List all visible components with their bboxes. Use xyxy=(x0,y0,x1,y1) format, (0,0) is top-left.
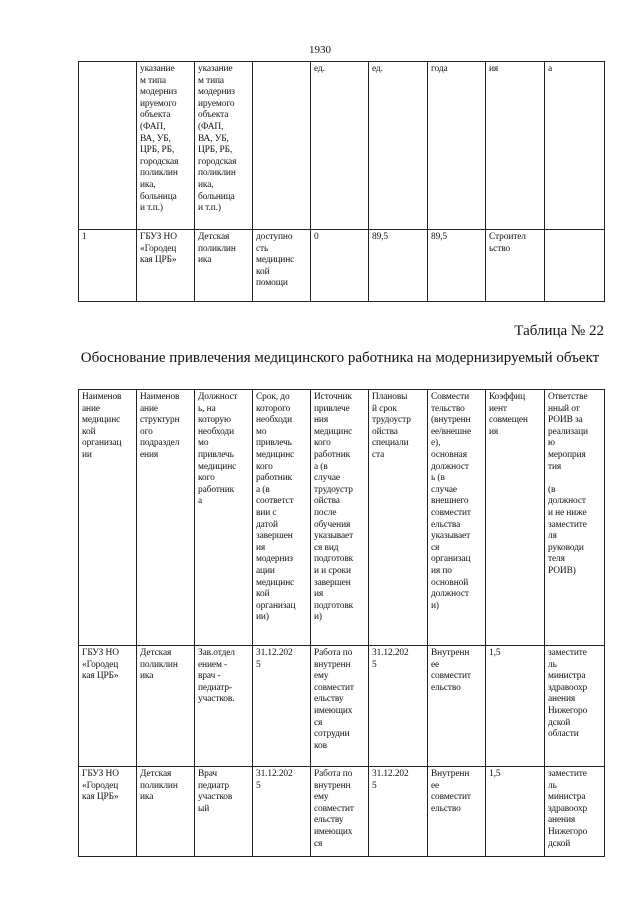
column-header: Должност ь, на которую необходи мо привлечь медицинс кого работник а xyxy=(198,392,238,507)
column-header: Ответстве нный от РОИВ за реализаци ю мероприя тия (в должност и не ниже заместите ля руководи теля РОИВ) xyxy=(548,392,588,576)
table-cell: года xyxy=(431,64,448,74)
column-header: Источник привлече ния медицинс кого работник а (в случае трудоустр ойства после обучения указывает ся вид подготовк и и сроки завершен ия подготовк и) xyxy=(314,392,354,623)
table-cell: 31.12.202 5 xyxy=(372,769,409,791)
table-cell: 1,5 xyxy=(489,769,501,779)
column-header: Совмести тельство (внутренн ее/внешне е), основная должност ь (в случае внешнего совместит ельства указывает ся организац ия по основной должност и) xyxy=(431,392,472,611)
table-cell: ГБУЗ НО «Городец кая ЦРБ» xyxy=(82,769,119,803)
table-cell: ия xyxy=(489,64,499,74)
table-cell: ГБУЗ НО «Городец кая ЦРБ» xyxy=(140,232,177,266)
table-cell: Врач педиатр участков ый xyxy=(198,769,233,814)
staff-recruitment-table xyxy=(78,389,605,857)
table-cell: 31.12.202 5 xyxy=(256,769,293,791)
program-table-continuation xyxy=(78,61,605,302)
table-cell: 31.12.202 5 xyxy=(372,648,409,670)
column-header: Наименов ание медицинс кой организац ии xyxy=(82,392,122,460)
table-cell: указание м типа модерниз ируемого объекта (ФАП, ВА, УБ, ЦРБ, РБ, городская поликлин ика, больница и т.п.) xyxy=(140,64,179,214)
page-number: 1930 xyxy=(309,44,331,56)
table-number: Таблица № 22 xyxy=(514,323,604,339)
column-header: Наименов ание структурн ого подраздел ения xyxy=(140,392,180,460)
table-title: Обоснование привлечения медицинского работника на модернизируемый объект xyxy=(80,350,600,366)
table-cell: 31.12.202 5 xyxy=(256,648,293,670)
table-row xyxy=(79,767,605,857)
table-cell: 1 xyxy=(82,232,87,242)
table-cell: Работа по внутренн ему совместит ельству имеющих ся сотрудни ков xyxy=(314,648,354,751)
table-cell: Внутренн ее совместит ельство xyxy=(431,648,471,693)
table-cell: указание м типа модерниз ируемого объекта (ФАП, ВА, УБ, ЦРБ, РБ, городская поликлин ика, больница и т.п.) xyxy=(198,64,237,214)
table-header-row xyxy=(79,390,605,646)
table-row xyxy=(79,646,605,767)
table-cell: Детская поликлин ика xyxy=(198,232,236,266)
table-cell: 1,5 xyxy=(489,648,501,658)
column-header: Плановы й срок трудоустр ойства специали ста xyxy=(372,392,411,460)
table-cell: заместите ль министра здравоохр анения Нижегоро дской xyxy=(548,769,588,849)
table-cell: доступно сть медицинс кой помощи xyxy=(256,232,295,289)
table-cell: Строител ьство xyxy=(489,232,526,254)
table-cell: 89,5 xyxy=(372,232,389,242)
table-cell: ед. xyxy=(314,64,325,74)
table-cell: Детская поликлин ика xyxy=(140,769,178,803)
table-cell: Зав.отдел ением - врач - педиатр- участков. xyxy=(198,648,235,705)
table-cell: заместите ль министра здравоохр анения Нижегоро дской области xyxy=(548,648,588,740)
table-cell: а xyxy=(548,64,553,74)
table-cell: ед. xyxy=(372,64,383,74)
table-cell: Внутренн ее совместит ельство xyxy=(431,769,471,814)
table-row xyxy=(79,230,605,302)
column-header: Срок, до которого необходи мо привлечь медицинс кого работник а (в соответст вии с датой завершен ия модерниз ации медицинс кой организац ии) xyxy=(256,392,296,623)
table-cell: 0 xyxy=(314,232,319,242)
table-row xyxy=(79,62,605,230)
column-header: Коэффиц иент совмещен ия xyxy=(489,392,528,437)
table-cell: 89,5 xyxy=(431,232,448,242)
table-cell: ГБУЗ НО «Городец кая ЦРБ» xyxy=(82,648,119,682)
table-cell: Работа по внутренн ему совместит ельству имеющих ся xyxy=(314,769,354,849)
table-cell: Детская поликлин ика xyxy=(140,648,178,682)
